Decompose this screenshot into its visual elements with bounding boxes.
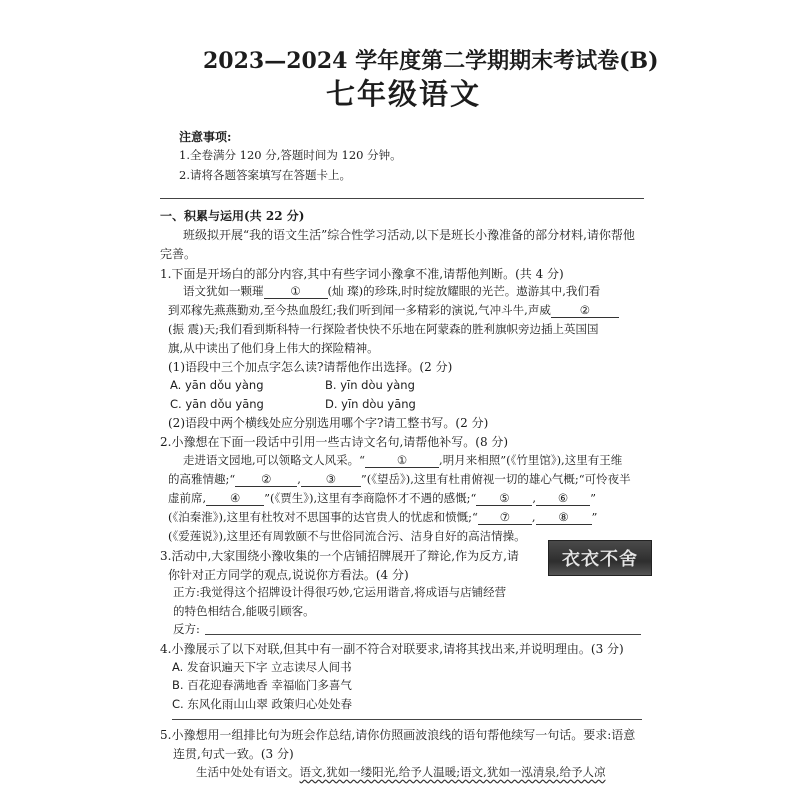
exam-title: 2023—2024 学年度第二学期期末考试卷(B) (203, 48, 659, 74)
q1-stem: 1.下面是开场白的部分内容,其中有些字词小豫拿不准,请帮他判断。(共 4 分) (160, 267, 564, 281)
q1-sub-question-1: (1)语段中三个加点字怎么读?请帮他作出选择。(2 分) (168, 360, 453, 374)
exam-subtitle: 七年级语文 (326, 77, 482, 111)
q4-option-c[interactable]: C. 东风化雨山山翠 政策归心处处春 (172, 697, 352, 711)
q1-passage-line-3: (振 震)天;我们看到斯科特一行探险者快快不乐地在阿蒙森的胜利旗帜旁边插上英国国 (168, 322, 599, 336)
blank-q2-6[interactable]: ⑥ (536, 493, 590, 506)
q2-line-4: (《泊秦淮》),这里有杜牧对不思国事的达官贵人的忧虑和愤慨;“ ⑦ , ⑧ ” (168, 510, 598, 524)
section-heading: 一、积累与运用(共 22 分) (160, 209, 305, 223)
q1-option-a[interactable]: A. yān dǒu yàng (170, 378, 264, 392)
q1-passage-line-4: 旗,从中读出了他们身上伟大的探险精神。 (168, 341, 379, 355)
q4-answer-line[interactable] (172, 719, 642, 720)
section-intro-line-2: 完善。 (160, 247, 197, 261)
q2-line-1: 走进语文园地,可以领略文人风采。“ ① ,明月来相照”(《竹里馆》),这里有王维 (183, 453, 623, 467)
q2-line-5: (《爱莲说》),这里还有周敦颐不与世俗同流合污、洁身自好的高洁情操。 (168, 529, 526, 543)
notice-heading: 注意事项: (179, 130, 232, 144)
blank-2[interactable]: ② (551, 305, 619, 318)
blank-1[interactable]: ① (264, 286, 328, 299)
q1-passage-line-2: 到邓稼先燕燕勤劝,至今热血殷红;我们听到闻一多精彩的演说,气冲斗牛,声威 ② (168, 305, 619, 318)
blank-q2-5[interactable]: ⑤ (476, 493, 532, 506)
shop-sign-text: 衣衣不舍 (562, 549, 638, 570)
q1-option-c[interactable]: C. yān dǒu yāng (170, 397, 264, 411)
q3-answer-line[interactable] (205, 634, 641, 635)
q5-text-line: 生活中处处有语文。语文,犹如一缕阳光,给予人温暖;语文,犹如一泓清泉,给予人凉 (196, 765, 606, 779)
q3-stem-line-2: 你针对正方同学的观点,说说你方看法。(4 分) (168, 568, 409, 582)
notice-item-1: 1.全卷满分 120 分,答题时间为 120 分钟。 (179, 148, 402, 162)
q3-con-label: 反方: (173, 622, 200, 636)
q4-option-a[interactable]: A. 发奋识遍天下字 立志读尽人间书 (172, 660, 352, 674)
q3-stem-line-1: 3.活动中,大家围绕小豫收集的一个店铺招牌展开了辩论,作为反方,请 (160, 549, 519, 563)
blank-q2-8[interactable]: ⑧ (536, 512, 592, 525)
q3-pro-line-2: 的特色相结合,能吸引顾客。 (173, 604, 315, 618)
q3-pro-line-1: 正方:我觉得这个招牌设计得很巧妙,它运用谐音,将成语与店铺经营 (173, 585, 507, 599)
q5-wavy-sentence: 语文,犹如一缕阳光,给予人温暖;语文,犹如一泓清泉,给予人凉 (299, 765, 606, 779)
divider (160, 198, 644, 199)
section-intro-line-1: 班级拟开展“我的语文生活”综合性学习活动,以下是班长小豫准备的部分材料,请你帮他 (183, 228, 635, 242)
q1-sub-question-2: (2)语段中两个横线处应分别选用哪个字?请工整书写。(2 分) (168, 416, 489, 430)
q2-stem: 2.小豫想在下面一段话中引用一些古诗文名句,请帮他补写。(8 分) (160, 435, 509, 449)
q1-passage-line-1: 语文犹如一颗璀 ① (灿 璨)的珍珠,时时绽放耀眼的光芒。遨游其中,我们看 (183, 284, 601, 298)
blank-q2-1[interactable]: ① (365, 455, 439, 468)
blank-q2-3[interactable]: ③ (301, 474, 361, 487)
q4-option-b[interactable]: B. 百花迎春满地香 幸福临门多喜气 (172, 678, 352, 692)
q4-stem: 4.小豫展示了以下对联,但其中有一副不符合对联要求,请将其找出来,并说明理由。(3 分) (160, 642, 624, 656)
q2-line-3: 虚前席, ④ ”(《贾生》),这里有李商隐怀才不遇的感慨;“ ⑤ , ⑥ ” (168, 491, 596, 505)
q5-stem-line-2: 连贯,句式一致。(3 分) (173, 747, 294, 761)
blank-q2-7[interactable]: ⑦ (478, 512, 532, 525)
q1-option-d[interactable]: D. yīn dòu yāng (325, 397, 416, 411)
blank-q2-4[interactable]: ④ (206, 493, 264, 506)
blank-q2-2[interactable]: ② (235, 474, 297, 487)
q5-stem-line-1: 5.小豫想用一组排比句为班会作总结,请你仿照画波浪线的语句帮他续写一句话。要求:语意 (160, 728, 636, 742)
q1-option-b[interactable]: B. yīn dòu yàng (325, 378, 415, 392)
shop-sign-image (548, 540, 652, 576)
q2-line-2: 的高雅情趣;“ ② , ③ ”(《望岳》),这里有杜甫俯视一切的雄心气概;“可怜夜半 (168, 472, 631, 486)
notice-item-2: 2.请将各题答案填写在答题卡上。 (179, 168, 351, 182)
